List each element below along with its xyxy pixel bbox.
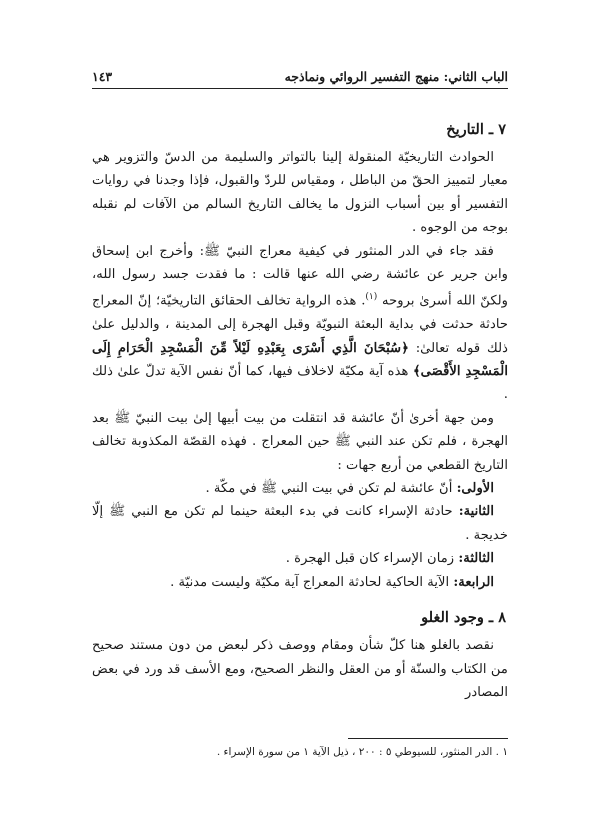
point-text: أنّ عائشة لم تكن في بيت النبي ﷺ في مكّة .: [205, 481, 453, 497]
paragraph-aisha: ومن جهة أخرىٰ أنّ عائشة قد انتقلت من بيت أبيها إلىٰ بيت النبيّ ﷺ بعد الهجرة ، فلم تكن عند النبي ﷺ حين المعراج . فهذه القصّة المكذوبة تخالف التاريخ القطعي من أربع جهات :: [92, 410, 508, 473]
point-text: حادثة الإسراء كانت في بدء البعثة حينما لم تكن مع النبي ﷺ إلّا خديجة .: [92, 504, 508, 543]
section-gap: [92, 594, 508, 606]
running-header: [92, 66, 508, 86]
paragraph-text: هذه آية مكيّة لاخلاف فيها، كما أنّ نفس الآية تدلّ علىٰ ذلك .: [92, 364, 508, 403]
point-label: الأولى:: [456, 481, 494, 497]
paragraph-text: فقد جاء في الدر المنثور في كيفية معراج النبيّ ﷺ: وأخرج ابن إسحاق وابن جرير عن عائشة رضي الله عنها قالت : ما فقدت جسد رسول الله، ولكنّ الله أسرىٰ بروحه: [92, 243, 508, 309]
point-fourth: [92, 571, 508, 594]
quran-verse: ﴿سُبْحَانَ الَّذِي أَسْرَى بِعَبْدِهِ لَيْلاً مِّنَ الْمَسْجِدِ الْحَرَامِ إِلَى الْمَسْجِدِ الأَقْصَى﴾: [92, 340, 508, 380]
section-heading-history: ٧ ـ التاريخ: [446, 121, 506, 138]
point-label: الرابعة:: [453, 574, 494, 590]
paragraph-history-intro: الحوادث التاريخيّة المنقولة إلينا بالتواتر والسليمة من الدسّ والتزوير هي معيار لتمييز الحقّ من الباطل ، ومقياس للردّ والقبول، فإذا وجدنا في روايات التفسير أو بين أسباب النزول ما يخالف التاريخ السالم من الآفات لم نقبله بوجه من الوجوه .: [92, 150, 508, 236]
point-label: الثالثة:: [458, 551, 494, 567]
chapter-title: الباب الثاني: منهج التفسير الروائي ونماذجه: [284, 68, 508, 84]
paragraph-text: . هذه الرواية تخالف الحقائق التاريخيّة؛ إنّ المعراج حادثة حدثت في بداية البعثة النبويّة وقبل الهجرة إلى المدينة ، والدليل علىٰ ذلك قوله تعالىٰ:: [92, 293, 508, 356]
footnote-mark[interactable]: (١): [365, 292, 378, 303]
header-rule: [92, 88, 508, 89]
section-heading-exaggeration: ٨ ـ وجود الغلو: [421, 609, 506, 627]
page-number: ١٤٣: [92, 68, 113, 84]
paragraph-durr-manthur: [92, 240, 508, 407]
point-text: زمان الإسراء كان قبل الهجرة .: [285, 551, 455, 567]
footnote-rule: [348, 738, 508, 739]
point-first: [92, 477, 508, 500]
point-label: الثانية:: [458, 504, 494, 520]
footnote: ١ . الدر المنثور، للسيوطي ٥ : ٢٠٠ ، ذيل الآية ١ من سورة الإسراء .: [216, 746, 508, 758]
point-text: الآية الحاكية لحادثة المعراج آية مكيّة وليست مدنيّة .: [170, 574, 450, 590]
paragraph-exaggeration: نقصد بالغلو هنا كلّ شأن ومقام ووصف ذكر لبعض من دون مستند صحيح من الكتاب والسنّة أو من العقل والنظر الصحيح، ومع الأسف قد ورد في بعض المصادر: [92, 638, 508, 700]
point-second: [92, 500, 508, 547]
main-text: [92, 118, 508, 704]
point-third: [92, 547, 508, 570]
